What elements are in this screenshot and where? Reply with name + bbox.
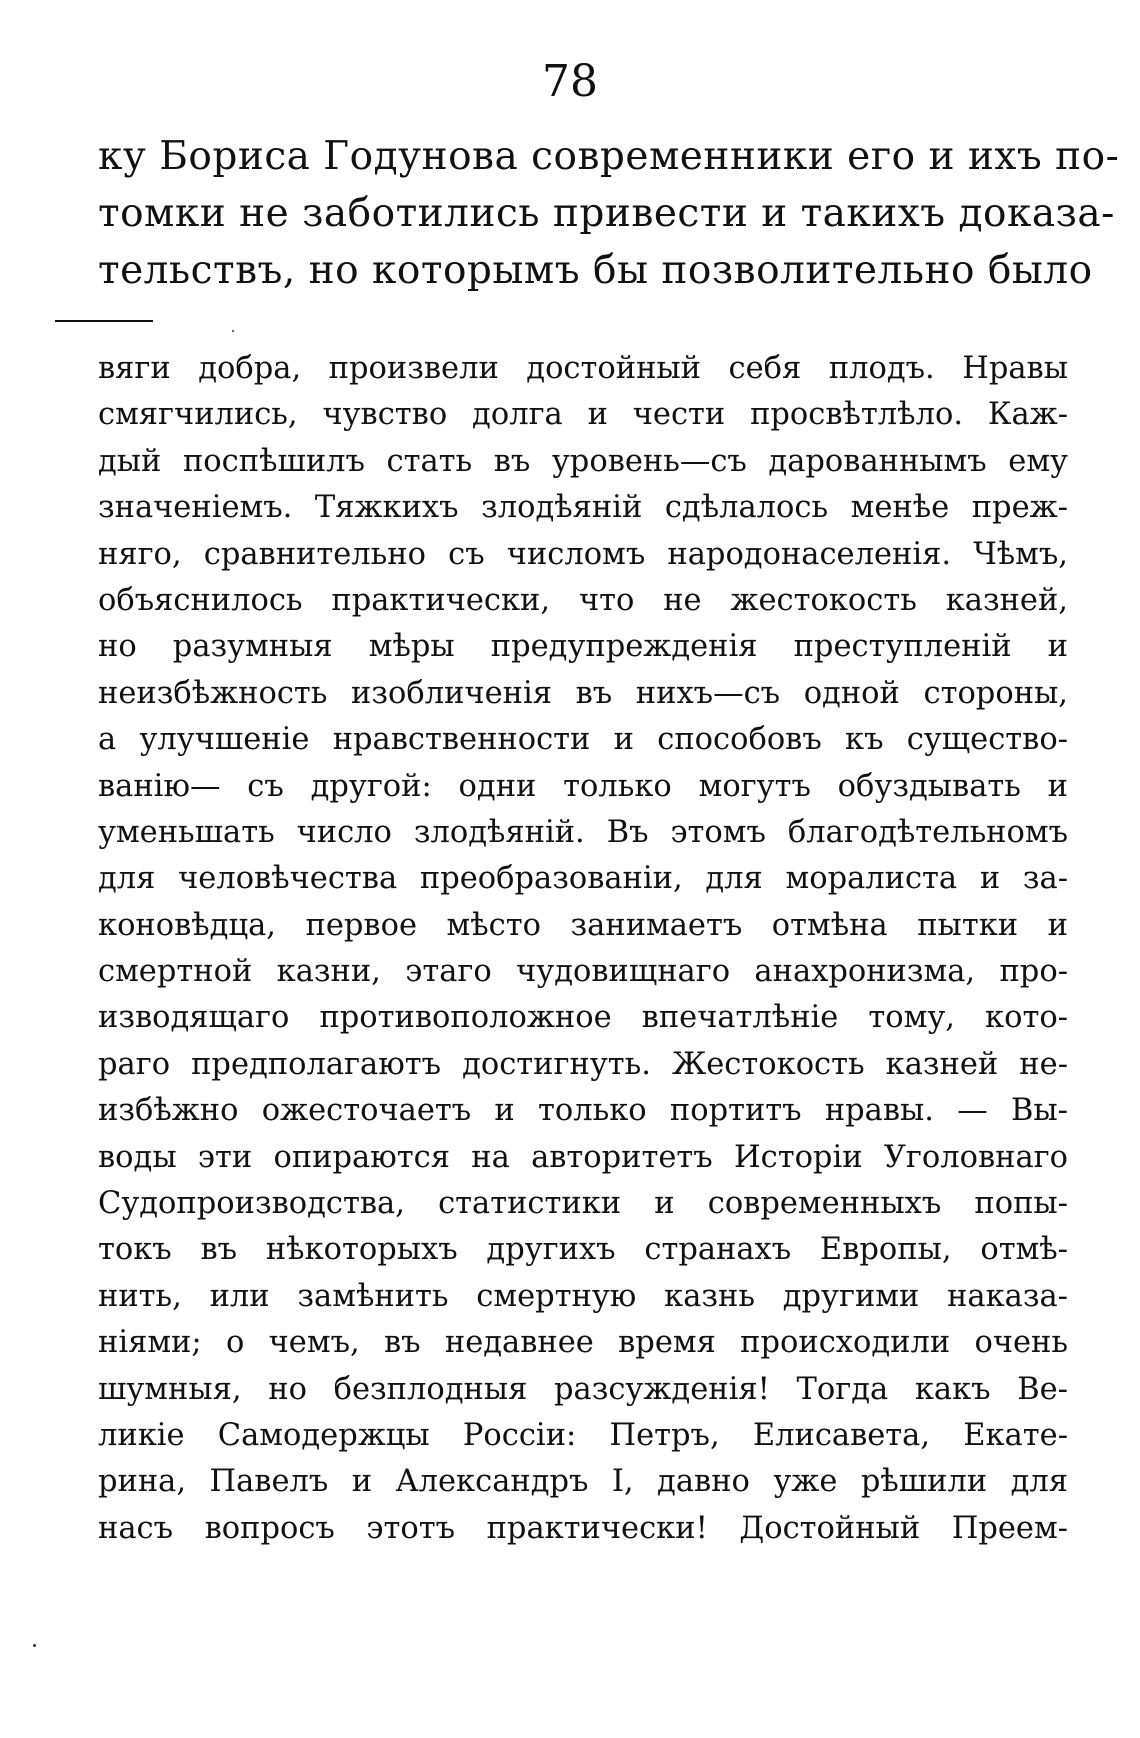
footnote-line: няго, сравнительно съ числомъ народонаселенія. Чѣмъ,: [98, 536, 1068, 572]
footnote-line: воды эти опираются на авторитетъ Исторіи Уголовнаго: [98, 1139, 1068, 1175]
footnote-line: вяги добра, произвели достойный себя плодъ. Нравы: [98, 351, 1068, 386]
margin-speck: [33, 1644, 36, 1647]
footnote-line: избѣжно ожесточаетъ и только портитъ нравы. — Вы-: [98, 1093, 1068, 1129]
main-text: [98, 128, 1120, 299]
scan-speck: [232, 330, 234, 332]
footnote-rule: [55, 320, 153, 322]
footnote-line: объяснилось практически, что не жестокость казней,: [98, 582, 1068, 618]
footnote-line: насъ вопросъ этотъ практически! Достойный Преем-: [98, 1510, 1068, 1546]
footnote: [98, 346, 1068, 1552]
footnote-line: значеніемъ. Тяжкихъ злодѣяній сдѣлалось менѣе преж-: [98, 490, 1068, 526]
main-text-line: томки не заботились привести и такихъ доказа-: [98, 191, 1115, 236]
footnote-line: токъ въ нѣкоторыхъ другихъ странахъ Европы, отмѣ-: [98, 1232, 1068, 1268]
footnote-line: коновѣдца, первое мѣсто занимаетъ отмѣна пытки и: [98, 907, 1068, 943]
footnote-line: ликіе Самодержцы Россіи: Петръ, Елисавета, Екате-: [98, 1417, 1068, 1453]
footnote-line: ванію— съ другой: одни только могутъ обуздывать и: [98, 768, 1068, 804]
footnote-line: шумныя, но безплодныя разсужденія! Тогда какъ Ве-: [98, 1371, 1068, 1407]
footnote-line: а улучшеніе нравственности и способовъ къ существо-: [98, 722, 1068, 758]
footnote-line: изводящаго противоположное впечатлѣніе тому, кото-: [98, 1000, 1068, 1036]
footnote-line: но разумныя мѣры предупрежденія преступленій и: [98, 629, 1068, 665]
footnote-line: нить, или замѣнить смертную казнь другими наказа-: [98, 1278, 1068, 1314]
footnote-line: для человѣчества преобразованіи, для моралиста и за-: [98, 861, 1068, 897]
footnote-line: раго предполагаютъ достигнуть. Жестокость казней не-: [98, 1046, 1068, 1082]
main-text-line: тельствъ, но которымъ бы позволительно было: [98, 248, 1093, 293]
page-number: 78: [542, 56, 598, 107]
footnote-line: смягчились, чувство долга и чести просвѣтлѣло. Каж-: [98, 397, 1068, 433]
footnote-line: уменьшать число злодѣяній. Въ этомъ благодѣтельномъ: [98, 814, 1068, 850]
footnote-line: дый поспѣшилъ стать въ уровень—съ дарованнымъ ему: [98, 443, 1068, 479]
footnote-line: неизбѣжность изобличенія въ нихъ—съ одной стороны,: [98, 675, 1068, 711]
footnote-line: Судопроизводства, статистики и современныхъ попы-: [98, 1186, 1068, 1222]
main-text-line: ку Бориса Годунова современники его и ихъ по-: [98, 134, 1120, 179]
footnote-line: ніями; о чемъ, въ недавнее время происходили очень: [98, 1325, 1068, 1361]
footnote-line: рина, Павелъ и Александръ I, давно уже рѣшили для: [98, 1464, 1068, 1500]
footnote-line: смертной казни, этаго чудовищнаго анахронизма, про-: [98, 954, 1068, 990]
